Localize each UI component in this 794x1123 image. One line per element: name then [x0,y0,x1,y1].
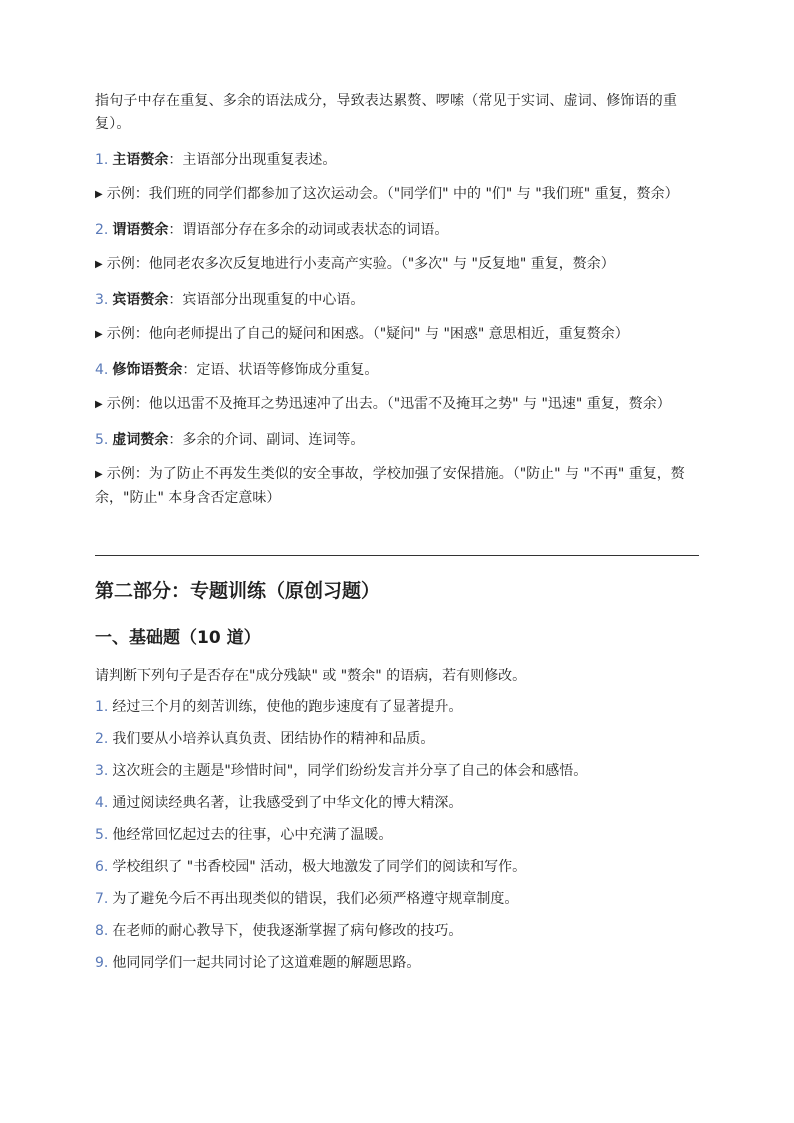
question-text: 他经常回忆起过去的往事，心中充满了温暖。 [112,827,393,843]
type-example-2 [95,253,699,277]
example-text: 示例：我们班的同学们都参加了这次运动会。（"同学们" 中的 "们" 与 "我们班" 重复，赘余） [106,186,679,202]
instruction-text: 请判断下列句子是否存在"成分残缺" 或 "赘余" 的语病，若有则修改。 [95,668,527,684]
question-number: 4. [95,795,109,811]
type-example-5 [95,463,699,510]
question-text: 我们要从小培养认真负责、团结协作的精神和品质。 [112,731,435,747]
type-term: 修饰语赘余 [112,362,183,378]
question-number: 2. [95,731,109,747]
type-colon: ： [168,152,183,168]
section-divider [95,555,699,556]
type-item-2 [95,220,699,240]
type-description: 定语、状语等修饰成分重复。 [196,362,379,378]
list-number: 4. [95,362,109,378]
type-term: 宾语赘余 [112,292,169,308]
question-item [95,729,699,749]
question-number: 8. [95,923,109,939]
type-description: 主语部分出现重复表述。 [182,152,337,168]
example-text: 示例：为了防止不再发生类似的安全事故，学校加强了安保措施。（"防止" 与 "不再" 重复，赘余，"防止" 本身含否定意味） [95,466,685,506]
question-number: 5. [95,827,109,843]
section-title: 第二部分：专题训练（原创习题） [95,580,381,602]
list-number: 1. [95,152,109,168]
example-text: 示例：他以迅雷不及掩耳之势迅速冲了出去。（"迅雷不及掩耳之势" 与 "迅速" 重复，赘余） [106,396,671,412]
intro-paragraph: 指句子中存在重复、多余的语法成分，导致表达累赘、啰嗦（常见于实词、虚词、修饰语的重复）。 [95,93,678,132]
question-item [95,793,699,813]
type-example-4 [95,393,699,417]
type-colon: ： [168,292,183,308]
question-text: 他同同学们一起共同讨论了这道难题的解题思路。 [112,955,421,971]
type-item-4 [95,360,699,380]
question-number: 1. [95,699,109,715]
question-text: 为了避免今后不再出现类似的错误，我们必须严格遵守规章制度。 [112,891,519,907]
bullet-triangle-icon: ▶ [95,259,103,270]
bullet-triangle-icon: ▶ [95,469,103,480]
question-number: 3. [95,763,109,779]
question-number: 6. [95,859,109,875]
question-text: 学校组织了 "书香校园" 活动，极大地激发了同学们的阅读和写作。 [112,859,527,875]
question-item [95,825,699,845]
type-term: 主语赘余 [112,152,169,168]
bullet-triangle-icon: ▶ [95,399,103,410]
bullet-triangle-icon: ▶ [95,329,103,340]
type-item-5 [95,430,699,450]
type-colon: ： [168,432,183,448]
type-item-3 [95,290,699,310]
bullet-triangle-icon: ▶ [95,189,103,200]
type-colon: ： [168,222,183,238]
type-term: 虚词赘余 [112,432,169,448]
question-text: 经过三个月的刻苦训练，使他的跑步速度有了显著提升。 [112,699,463,715]
type-description: 多余的介词、副词、连词等。 [182,432,365,448]
list-number: 2. [95,222,109,238]
question-item [95,857,699,877]
type-example-3 [95,323,699,347]
subsection-title: 一、基础题（10 道） [95,628,261,648]
type-term: 谓语赘余 [112,222,169,238]
question-item [95,953,699,973]
question-item [95,761,699,781]
question-text: 在老师的耐心教导下，使我逐渐掌握了病句修改的技巧。 [112,923,463,939]
type-description: 谓语部分存在多余的动词或表状态的词语。 [182,222,449,238]
question-number: 9. [95,955,109,971]
question-item [95,697,699,717]
example-text: 示例：他同老农多次反复地进行小麦高产实验。（"多次" 与 "反复地" 重复，赘余） [106,256,615,272]
example-text: 示例：他向老师提出了自己的疑问和困惑。（"疑问" 与 "困惑" 意思相近，重复赘余） [106,326,629,342]
question-text: 通过阅读经典名著，让我感受到了中华文化的博大精深。 [112,795,463,811]
question-item [95,889,699,909]
list-number: 5. [95,432,109,448]
question-item [95,921,699,941]
question-number: 7. [95,891,109,907]
type-item-1 [95,150,699,170]
question-text: 这次班会的主题是"珍惜时间"，同学们纷纷发言并分享了自己的体会和感悟。 [112,763,588,779]
type-description: 宾语部分出现重复的中心语。 [182,292,365,308]
type-colon: ： [182,362,197,378]
list-number: 3. [95,292,109,308]
type-example-1 [95,183,699,207]
